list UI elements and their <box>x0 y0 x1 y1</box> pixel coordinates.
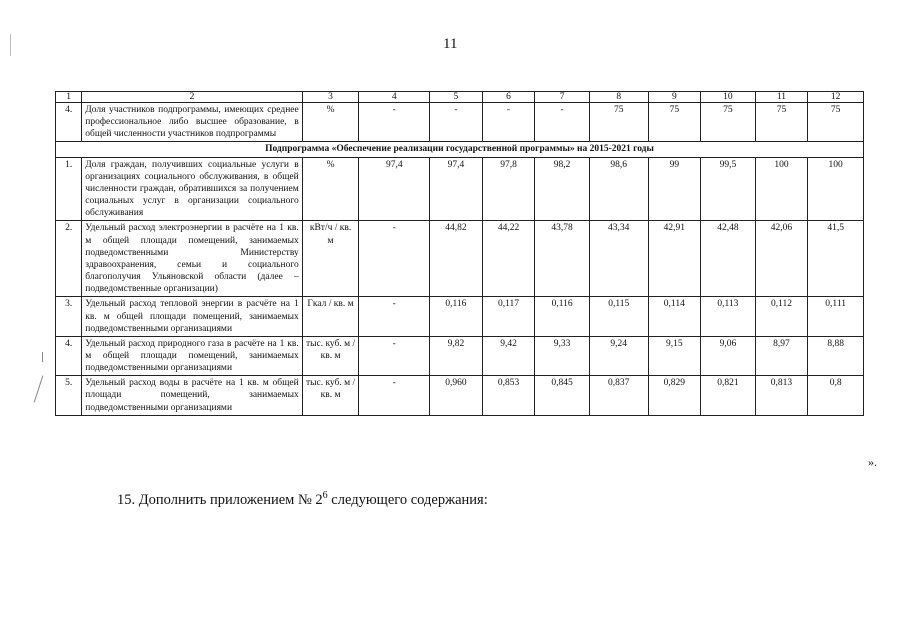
value-cell: 0,111 <box>808 297 864 336</box>
row-number-cell: 1. <box>56 157 82 221</box>
value-cell: 97,8 <box>482 157 535 221</box>
value-cell: - <box>359 376 430 415</box>
value-cell: 0,113 <box>701 297 756 336</box>
value-cell: - <box>359 336 430 375</box>
value-cell: 0,853 <box>482 376 535 415</box>
value-cell: - <box>359 221 430 297</box>
value-cell: 98,6 <box>589 157 648 221</box>
table-row <box>56 336 864 375</box>
value-cell: 100 <box>755 157 808 221</box>
header-cell: 10 <box>701 92 756 103</box>
value-cell: 43,78 <box>535 221 590 297</box>
value-cell: 0,960 <box>430 376 483 415</box>
value-cell: 42,91 <box>648 221 701 297</box>
value-cell: 75 <box>808 103 864 142</box>
instruction-superscript: 6 <box>322 490 328 501</box>
indicator-name-cell: Удельный расход электроэнергии в расчёте на 1 кв. м общей площади помещений, занимаемых подведомственными Министерству здравоохранения, семьи и социального благополучия Ульяновской области (далее – подведомственные организации) <box>82 221 302 297</box>
scan-artifact <box>10 34 11 56</box>
unit-cell: тыс. куб. м / кв. м <box>302 376 359 415</box>
value-cell: 100 <box>808 157 864 221</box>
header-cell: 12 <box>808 92 864 103</box>
section-row <box>56 142 864 157</box>
indicator-name-cell: Удельный расход воды в расчёте на 1 кв. м общей площади помещений, занимаемых подведомственными организациями <box>82 376 302 415</box>
value-cell: 0,117 <box>482 297 535 336</box>
unit-cell: тыс. куб. м / кв. м <box>302 336 359 375</box>
header-cell: 1 <box>56 92 82 103</box>
value-cell: - <box>430 103 483 142</box>
value-cell: 97,4 <box>430 157 483 221</box>
row-number-cell: 4. <box>56 336 82 375</box>
value-cell: 9,06 <box>701 336 756 375</box>
indicator-name-cell: Доля граждан, получивших социальные услуги в организациях социального обслуживания, в общей численности граждан, обратившихся за получением социальных услуг в организации социального обслуживания <box>82 157 302 221</box>
value-cell: 98,2 <box>535 157 590 221</box>
header-cell: 5 <box>430 92 483 103</box>
value-cell: 9,42 <box>482 336 535 375</box>
header-cell: 4 <box>359 92 430 103</box>
header-cell: 3 <box>302 92 359 103</box>
value-cell: 0,813 <box>755 376 808 415</box>
header-cell: 2 <box>82 92 302 103</box>
header-cell: 8 <box>589 92 648 103</box>
header-cell: 7 <box>535 92 590 103</box>
scan-artifact <box>34 376 44 403</box>
value-cell: 0,115 <box>589 297 648 336</box>
value-cell: 41,5 <box>808 221 864 297</box>
table-row <box>56 376 864 415</box>
value-cell: 75 <box>755 103 808 142</box>
unit-cell: Гкал / кв. м <box>302 297 359 336</box>
value-cell: - <box>359 297 430 336</box>
instruction-text-end: следующего содержания: <box>327 491 488 508</box>
value-cell: 99,5 <box>701 157 756 221</box>
value-cell: 97,4 <box>359 157 430 221</box>
header-cell: 11 <box>755 92 808 103</box>
header-cell: 6 <box>482 92 535 103</box>
amendment-instruction <box>117 490 488 509</box>
section-title: Подпрограмма «Обеспечение реализации государственной программы» на 2015-2021 годы <box>56 142 864 157</box>
value-cell: 0,829 <box>648 376 701 415</box>
value-cell: 0,8 <box>808 376 864 415</box>
table-row <box>56 221 864 297</box>
scan-artifact <box>42 352 43 362</box>
indicator-name-cell: Удельный расход тепловой энергии в расчёте на 1 кв. м общей площади помещений, занимаемых подведомственными организациями <box>82 297 302 336</box>
header-cell: 9 <box>648 92 701 103</box>
unit-cell: % <box>302 103 359 142</box>
indicator-name-cell: Удельный расход природного газа в расчёте на 1 кв. м общей площади помещений, занимаемых подведомственными организациями <box>82 336 302 375</box>
instruction-text-start: 15. Дополнить приложением № 2 <box>117 491 323 508</box>
unit-cell: % <box>302 157 359 221</box>
value-cell: 0,116 <box>430 297 483 336</box>
value-cell: - <box>535 103 590 142</box>
value-cell: 75 <box>648 103 701 142</box>
value-cell: 0,114 <box>648 297 701 336</box>
value-cell: 8,88 <box>808 336 864 375</box>
value-cell: 8,97 <box>755 336 808 375</box>
value-cell: 0,821 <box>701 376 756 415</box>
value-cell: 9,15 <box>648 336 701 375</box>
value-cell: 43,34 <box>589 221 648 297</box>
value-cell: 0,837 <box>589 376 648 415</box>
value-cell: 42,48 <box>701 221 756 297</box>
closing-quote: ». <box>868 455 877 469</box>
row-number-cell: 5. <box>56 376 82 415</box>
value-cell: 9,82 <box>430 336 483 375</box>
table-row <box>56 297 864 336</box>
value-cell: 99 <box>648 157 701 221</box>
value-cell: 9,33 <box>535 336 590 375</box>
page-number: 11 <box>443 36 458 52</box>
table-header-row <box>56 92 864 103</box>
value-cell: 42,06 <box>755 221 808 297</box>
value-cell: 9,24 <box>589 336 648 375</box>
value-cell: 0,845 <box>535 376 590 415</box>
table-row <box>56 103 864 142</box>
value-cell: 75 <box>701 103 756 142</box>
value-cell: 44,82 <box>430 221 483 297</box>
value-cell: - <box>482 103 535 142</box>
value-cell: 0,116 <box>535 297 590 336</box>
value-cell: 0,112 <box>755 297 808 336</box>
value-cell: 44,22 <box>482 221 535 297</box>
indicators-table <box>55 91 864 416</box>
row-number-cell: 2. <box>56 221 82 297</box>
indicator-name-cell: Доля участников подпрограммы, имеющих среднее профессиональное либо высшее образование, в общей численности участников подпрограммы <box>82 103 302 142</box>
value-cell: - <box>359 103 430 142</box>
table-row <box>56 157 864 221</box>
row-number-cell: 4. <box>56 103 82 142</box>
unit-cell: кВт/ч / кв. м <box>302 221 359 297</box>
value-cell: 75 <box>589 103 648 142</box>
row-number-cell: 3. <box>56 297 82 336</box>
